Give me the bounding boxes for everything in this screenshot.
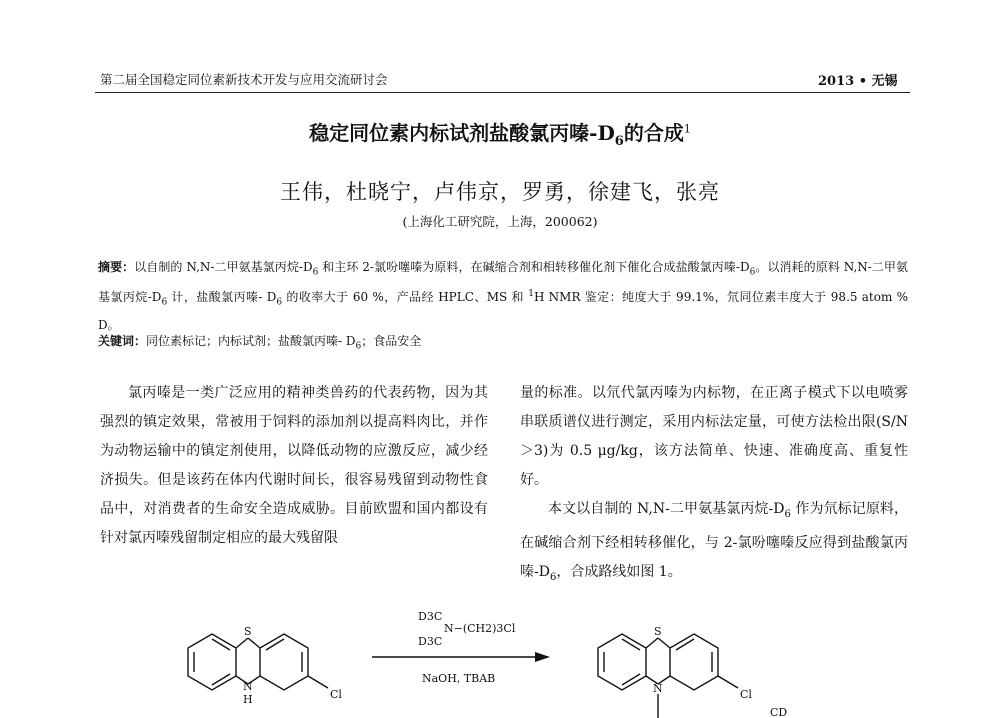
body-text: 作为氘标记原料，在碱缩合剂下经相转移催化，与 2-氯吩噻嗪反应得到盐酸氯丙嗪-D — [520, 501, 908, 580]
keywords-label: 关键词： — [98, 334, 147, 348]
body-text: 本文以自制的 N,N-二甲氨基氯丙烷-D — [548, 501, 785, 517]
chloro-label: Cl — [330, 688, 342, 701]
synthesis-scheme — [150, 590, 910, 718]
reaction-arrowhead — [535, 652, 550, 662]
body-right-column — [520, 379, 908, 592]
keywords-text: 同位素标记；内标试剂；盐酸氯丙嗪- D — [146, 334, 356, 348]
abstract-text: H NMR 鉴定：纯度大于 99.1%，氘同位素丰度大于 98.5 atom % D。 — [98, 290, 909, 332]
abstract-subscript: 6 — [161, 297, 168, 308]
abstract-subscript: 6 — [749, 267, 756, 278]
body-paragraph — [520, 495, 908, 592]
title-footnote-mark: 1 — [683, 122, 691, 136]
reagent-chain: N−(CH2)3Cl — [444, 622, 516, 635]
sulfur-label: S — [244, 625, 252, 638]
abstract-text: 计，盐酸氯丙嗪- D — [167, 290, 277, 305]
product-chloro-label: Cl — [740, 688, 752, 701]
keywords-text: ；食品安全 — [361, 334, 422, 348]
abstract-subscript: 6 — [276, 297, 283, 308]
reagent-d3c-lower: D3C — [418, 635, 443, 648]
body-paragraph: 量的标准。以氘代氯丙嗪为内标物，在正离子模式下以电喷雾串联质谱仪进行测定，采用内标法定量，可使方法检出限(S/N＞3)为 0.5 μg/kg，该方法简单、快速、准确度高、重复性好。 — [520, 385, 908, 488]
nh-hydrogen-label: H — [243, 693, 253, 706]
abstract — [98, 256, 908, 336]
body-text: ，合成路线如图 1。 — [556, 563, 682, 580]
chlorophenothiazine-structure — [188, 634, 328, 690]
abstract-subscript: 6 — [312, 267, 319, 278]
header-rule — [95, 92, 910, 93]
year-location: 2013 • 无锡 — [818, 74, 898, 89]
product-cd-label: CD — [770, 706, 788, 718]
affiliation: (上海化工研究院，上海，200062) — [402, 214, 598, 229]
body-subscript: 6 — [549, 571, 557, 583]
reaction-conditions: NaOH, TBAB — [422, 672, 496, 685]
product-nitrogen-label: N — [653, 682, 663, 695]
abstract-text: 以自制的 N,N-二甲氨基氯丙烷-D — [134, 260, 313, 274]
title-after: 的合成 — [623, 121, 684, 145]
body-subscript: 6 — [784, 508, 791, 520]
product-sulfur-label: S — [654, 625, 662, 638]
chlorpromazine-d6-structure — [598, 634, 738, 718]
body-paragraph: 氯丙嗪是一类广泛应用的精神类兽药的代表药物，因为其强烈的镇定效果，常被用于饲料的添加剂以提高料肉比，并作为动物运输中的镇定剂使用，以降低动物的应激反应，减少经济损失。但是该药在体内代谢时间长，很容易残留到动物性食品中，对消费者的生命安全造成威胁。目前欧盟和国内都设有针对氯丙嗪残留制定相应的最大残留限 — [100, 385, 488, 546]
title-main: 稳定同位素内标试剂盐酸氯丙嗪-D — [309, 121, 615, 145]
title-subscript: 6 — [614, 134, 624, 149]
reagent-d3c-upper: D3C — [418, 610, 443, 623]
author-list: 王伟，杜晓宁，卢伟京，罗勇，徐建飞，张亮 — [280, 180, 720, 204]
keywords-subscript: 6 — [355, 341, 362, 352]
abstract-text: 和主环 2-氯吩噻嗪为原料，在碱缩合剂和相转移催化剂下催化合成盐酸氯丙嗪-D — [318, 260, 750, 274]
abstract-superscript: 1 — [528, 289, 534, 300]
nh-nitrogen-label: N — [243, 680, 253, 693]
keywords — [98, 332, 421, 351]
conference-name: 第二届全国稳定同位素新技术开发与应用交流研讨会 — [100, 72, 388, 87]
abstract-label: 摘要： — [98, 260, 135, 274]
abstract-text: 。以消耗的原料 N,N-二甲氨基氯丙烷-D — [98, 260, 908, 305]
abstract-text: 的收率大于 60 %，产品经 HPLC、MS 和 — [282, 290, 529, 305]
body-left-column — [100, 379, 488, 553]
paper-title — [0, 117, 1000, 149]
